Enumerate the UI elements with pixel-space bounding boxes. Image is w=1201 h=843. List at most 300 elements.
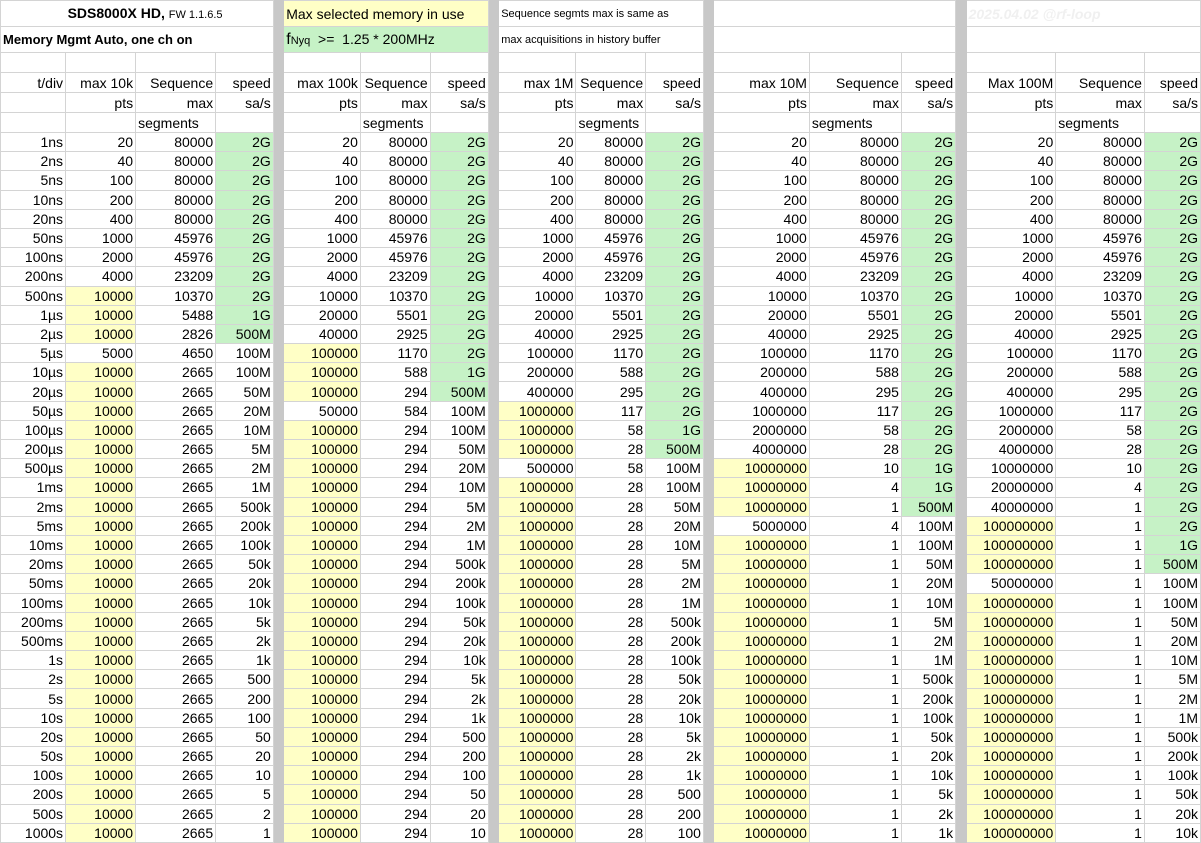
seq-cell-10m[interactable]: 45976: [809, 248, 901, 267]
speed-cell-10k[interactable]: 100: [216, 708, 274, 727]
seq-cell-10k[interactable]: 80000: [136, 133, 216, 152]
speed-cell-1m[interactable]: 5k: [646, 727, 704, 746]
speed-cell-10k[interactable]: 200k: [216, 516, 274, 535]
speed-cell-100m[interactable]: 2G: [1144, 459, 1200, 478]
pts-cell-100k[interactable]: 100000: [284, 440, 361, 459]
pts-cell-100k[interactable]: 100000: [284, 631, 361, 650]
pts-cell-100k[interactable]: 1000: [284, 228, 361, 247]
seq-cell-1m[interactable]: 80000: [576, 209, 646, 228]
seq-cell-10m[interactable]: 80000: [809, 190, 901, 209]
tdiv-cell[interactable]: 200µs: [1, 440, 66, 459]
speed-cell-100k[interactable]: 2G: [430, 248, 488, 267]
speed-cell-1m[interactable]: 1k: [646, 766, 704, 785]
pts-cell-100k[interactable]: 400: [284, 209, 361, 228]
pts-cell-100k[interactable]: 100000: [284, 766, 361, 785]
pts-header-1m[interactable]: max 1M: [499, 73, 576, 93]
seq-cell-1m[interactable]: 80000: [576, 190, 646, 209]
seq-cell-100m[interactable]: 45976: [1056, 248, 1145, 267]
seq-cell-100k[interactable]: 45976: [360, 228, 430, 247]
speed-cell-1m[interactable]: 2G: [646, 305, 704, 324]
seq-cell-100k[interactable]: 294: [360, 593, 430, 612]
speed-cell-100m[interactable]: 2G: [1144, 248, 1200, 267]
seq-cell-10k[interactable]: 2665: [136, 497, 216, 516]
pts-cell-100k[interactable]: 20: [284, 133, 361, 152]
speed-cell-10m[interactable]: 2k: [901, 804, 955, 823]
seq-cell-10k[interactable]: 5488: [136, 305, 216, 324]
speed-cell-100m[interactable]: 2G: [1144, 171, 1200, 190]
seq-cell-10k[interactable]: 2665: [136, 651, 216, 670]
seq-cell-1m[interactable]: 588: [576, 363, 646, 382]
pts-cell-10m[interactable]: 200: [714, 190, 809, 209]
speed-cell-100k[interactable]: 2G: [430, 344, 488, 363]
speed-cell-100m[interactable]: 100M: [1144, 574, 1200, 593]
pts-cell-100m[interactable]: 100000000: [966, 708, 1056, 727]
speed-cell-10m[interactable]: 100M: [901, 516, 955, 535]
seq-cell-100m[interactable]: 1: [1056, 612, 1145, 631]
speed-cell-10k[interactable]: 1M: [216, 478, 274, 497]
tdiv-cell[interactable]: 50ms: [1, 574, 66, 593]
seq-cell-100k[interactable]: 2925: [360, 324, 430, 343]
speed-cell-10m[interactable]: 500M: [901, 497, 955, 516]
pts-cell-1m[interactable]: 500000: [499, 459, 576, 478]
seq-cell-10k[interactable]: 2665: [136, 689, 216, 708]
tdiv-cell[interactable]: 500ns: [1, 286, 66, 305]
pts-cell-10k[interactable]: 400: [66, 209, 136, 228]
pts-cell-10k[interactable]: 10000: [66, 766, 136, 785]
speed-cell-100k[interactable]: 2G: [430, 324, 488, 343]
speed-cell-1m[interactable]: 200: [646, 804, 704, 823]
seq-cell-1m[interactable]: 80000: [576, 133, 646, 152]
seq-cell-100m[interactable]: 1: [1056, 651, 1145, 670]
speed-cell-100m[interactable]: 2G: [1144, 190, 1200, 209]
pts-cell-100k[interactable]: 2000: [284, 248, 361, 267]
speed-cell-1m[interactable]: 2G: [646, 382, 704, 401]
seq-cell-100k[interactable]: 294: [360, 689, 430, 708]
seq-cell-10m[interactable]: 45976: [809, 228, 901, 247]
seq-cell-100k[interactable]: 294: [360, 497, 430, 516]
speed-cell-100k[interactable]: 2G: [430, 305, 488, 324]
pts-cell-1m[interactable]: 40: [499, 152, 576, 171]
pts-cell-10m[interactable]: 10000000: [714, 593, 809, 612]
pts-cell-10m[interactable]: 10000000: [714, 670, 809, 689]
speed-cell-100k[interactable]: 2G: [430, 228, 488, 247]
seq-cell-10m[interactable]: 117: [809, 401, 901, 420]
pts-cell-10k[interactable]: 10000: [66, 804, 136, 823]
pts-cell-100m[interactable]: 100000000: [966, 651, 1056, 670]
seq-cell-10k[interactable]: 2665: [136, 363, 216, 382]
seq-header-10m[interactable]: Sequence: [809, 73, 901, 93]
pts-cell-10m[interactable]: 10000000: [714, 766, 809, 785]
speed-cell-1m[interactable]: 5M: [646, 555, 704, 574]
speed-cell-100m[interactable]: 100k: [1144, 766, 1200, 785]
pts-cell-100m[interactable]: 100: [966, 171, 1056, 190]
pts-cell-10k[interactable]: 100: [66, 171, 136, 190]
pts-cell-100k[interactable]: 100000: [284, 804, 361, 823]
speed-cell-100k[interactable]: 200: [430, 747, 488, 766]
seq-cell-100k[interactable]: 45976: [360, 248, 430, 267]
pts-cell-100k[interactable]: 100000: [284, 670, 361, 689]
pts-cell-1m[interactable]: 400000: [499, 382, 576, 401]
pts-cell-10m[interactable]: 10000000: [714, 631, 809, 650]
speed-cell-10m[interactable]: 2G: [901, 133, 955, 152]
seq-cell-10k[interactable]: 2665: [136, 478, 216, 497]
tdiv-cell[interactable]: 10ns: [1, 190, 66, 209]
pts-cell-10m[interactable]: 10000000: [714, 535, 809, 554]
pts-cell-100m[interactable]: 4000000: [966, 440, 1056, 459]
seq-cell-100k[interactable]: 294: [360, 670, 430, 689]
speed-cell-10k[interactable]: 100M: [216, 344, 274, 363]
tdiv-cell[interactable]: 5µs: [1, 344, 66, 363]
speed-cell-1m[interactable]: 2G: [646, 324, 704, 343]
seq-cell-10m[interactable]: 58: [809, 420, 901, 439]
seq-cell-100m[interactable]: 1: [1056, 497, 1145, 516]
speed-cell-10k[interactable]: 20M: [216, 401, 274, 420]
tdiv-header[interactable]: t/div: [1, 73, 66, 93]
seq-cell-1m[interactable]: 80000: [576, 152, 646, 171]
pts-cell-1m[interactable]: 200000: [499, 363, 576, 382]
seq-cell-10k[interactable]: 2665: [136, 823, 216, 842]
speed-cell-100k[interactable]: 10M: [430, 478, 488, 497]
pts-cell-100m[interactable]: 100000: [966, 344, 1056, 363]
seq-cell-10k[interactable]: 2665: [136, 459, 216, 478]
pts-cell-100k[interactable]: 4000: [284, 267, 361, 286]
seq-cell-10m[interactable]: 80000: [809, 133, 901, 152]
seq-cell-100m[interactable]: 1: [1056, 766, 1145, 785]
speed-cell-100k[interactable]: 10: [430, 823, 488, 842]
pts-cell-10k[interactable]: 10000: [66, 785, 136, 804]
speed-cell-10m[interactable]: 1k: [901, 823, 955, 842]
seq-cell-10k[interactable]: 80000: [136, 209, 216, 228]
tdiv-cell[interactable]: 50s: [1, 747, 66, 766]
speed-cell-10k[interactable]: 2G: [216, 171, 274, 190]
speed-cell-1m[interactable]: 200k: [646, 631, 704, 650]
pts-cell-100k[interactable]: 100000: [284, 459, 361, 478]
speed-cell-1m[interactable]: 10M: [646, 535, 704, 554]
speed-cell-100m[interactable]: 2G: [1144, 209, 1200, 228]
pts-cell-1m[interactable]: 1000000: [499, 689, 576, 708]
tdiv-cell[interactable]: 2s: [1, 670, 66, 689]
pts-cell-10m[interactable]: 400000: [714, 382, 809, 401]
pts-cell-100k[interactable]: 100000: [284, 555, 361, 574]
tdiv-cell[interactable]: 50ns: [1, 228, 66, 247]
speed-cell-10k[interactable]: 500: [216, 670, 274, 689]
seq-cell-10k[interactable]: 2665: [136, 574, 216, 593]
pts-cell-10m[interactable]: 10000000: [714, 555, 809, 574]
pts-cell-100k[interactable]: 100000: [284, 382, 361, 401]
pts-cell-10m[interactable]: 10000000: [714, 727, 809, 746]
seq-cell-10k[interactable]: 2665: [136, 382, 216, 401]
pts-cell-100m[interactable]: 400: [966, 209, 1056, 228]
seq-cell-10k[interactable]: 45976: [136, 228, 216, 247]
pts-cell-10m[interactable]: 2000: [714, 248, 809, 267]
pts-cell-1m[interactable]: 1000000: [499, 420, 576, 439]
seq-cell-1m[interactable]: 28: [576, 785, 646, 804]
seq-cell-10m[interactable]: 1: [809, 689, 901, 708]
seq-cell-10m[interactable]: 1: [809, 766, 901, 785]
pts-cell-100m[interactable]: 2000000: [966, 420, 1056, 439]
pts-cell-100k[interactable]: 100000: [284, 785, 361, 804]
pts-cell-100m[interactable]: 100000000: [966, 555, 1056, 574]
pts-cell-10m[interactable]: 10000000: [714, 708, 809, 727]
speed-cell-100m[interactable]: 500k: [1144, 727, 1200, 746]
seq-cell-10m[interactable]: 1: [809, 593, 901, 612]
pts-cell-10k[interactable]: 10000: [66, 497, 136, 516]
seq-cell-100k[interactable]: 294: [360, 478, 430, 497]
seq-cell-100k[interactable]: 294: [360, 804, 430, 823]
pts-cell-1m[interactable]: 1000000: [499, 631, 576, 650]
speed-cell-10k[interactable]: 10M: [216, 420, 274, 439]
pts-cell-10m[interactable]: 10000000: [714, 459, 809, 478]
speed-cell-10m[interactable]: 200k: [901, 689, 955, 708]
seq-cell-100m[interactable]: 588: [1056, 363, 1145, 382]
speed-cell-10m[interactable]: 2G: [901, 267, 955, 286]
seq-cell-10m[interactable]: 1: [809, 823, 901, 842]
tdiv-cell[interactable]: 1µs: [1, 305, 66, 324]
speed-cell-1m[interactable]: 100: [646, 823, 704, 842]
pts-cell-1m[interactable]: 1000000: [499, 440, 576, 459]
pts-cell-100m[interactable]: 50000000: [966, 574, 1056, 593]
speed-cell-10k[interactable]: 500k: [216, 497, 274, 516]
seq-cell-100m[interactable]: 1: [1056, 631, 1145, 650]
tdiv-cell[interactable]: 1ms: [1, 478, 66, 497]
seq-cell-100m[interactable]: 10: [1056, 459, 1145, 478]
speed-cell-10k[interactable]: 100k: [216, 535, 274, 554]
seq-cell-100k[interactable]: 294: [360, 785, 430, 804]
speed-cell-10k[interactable]: 20: [216, 747, 274, 766]
pts-cell-10m[interactable]: 4000000: [714, 440, 809, 459]
pts-cell-10k[interactable]: 10000: [66, 401, 136, 420]
seq-cell-10m[interactable]: 2925: [809, 324, 901, 343]
speed-cell-1m[interactable]: 100M: [646, 478, 704, 497]
pts-cell-100m[interactable]: 40000000: [966, 497, 1056, 516]
seq-cell-100k[interactable]: 5501: [360, 305, 430, 324]
pts-cell-100k[interactable]: 100000: [284, 651, 361, 670]
speed-cell-100k[interactable]: 2G: [430, 267, 488, 286]
pts-cell-10k[interactable]: 10000: [66, 286, 136, 305]
pts-cell-10m[interactable]: 1000000: [714, 401, 809, 420]
pts-cell-1m[interactable]: 1000000: [499, 670, 576, 689]
speed-cell-100m[interactable]: 2G: [1144, 440, 1200, 459]
seq-cell-10m[interactable]: 1: [809, 651, 901, 670]
seq-cell-10m[interactable]: 1: [809, 708, 901, 727]
tdiv-cell[interactable]: 500s: [1, 804, 66, 823]
pts-cell-100m[interactable]: 100000000: [966, 785, 1056, 804]
pts-cell-1m[interactable]: 1000000: [499, 804, 576, 823]
seq-cell-100m[interactable]: 1: [1056, 823, 1145, 842]
tdiv-cell[interactable]: 200ns: [1, 267, 66, 286]
pts-cell-100m[interactable]: 40: [966, 152, 1056, 171]
speed-header-10m[interactable]: speed: [901, 73, 955, 93]
seq-cell-100m[interactable]: 10370: [1056, 286, 1145, 305]
speed-cell-10k[interactable]: 50: [216, 727, 274, 746]
speed-cell-1m[interactable]: 1G: [646, 420, 704, 439]
pts-cell-1m[interactable]: 1000000: [499, 747, 576, 766]
speed-cell-1m[interactable]: 50k: [646, 670, 704, 689]
seq-cell-100m[interactable]: 58: [1056, 420, 1145, 439]
speed-cell-100m[interactable]: 2G: [1144, 382, 1200, 401]
speed-cell-100k[interactable]: 10k: [430, 651, 488, 670]
speed-cell-1m[interactable]: 1M: [646, 593, 704, 612]
speed-cell-1m[interactable]: 20M: [646, 516, 704, 535]
speed-cell-1m[interactable]: 2G: [646, 267, 704, 286]
pts-cell-10k[interactable]: 10000: [66, 708, 136, 727]
seq-cell-100k[interactable]: 80000: [360, 171, 430, 190]
seq-cell-10k[interactable]: 2665: [136, 516, 216, 535]
seq-cell-1m[interactable]: 28: [576, 516, 646, 535]
speed-cell-100m[interactable]: 2G: [1144, 133, 1200, 152]
pts-cell-100k[interactable]: 100000: [284, 689, 361, 708]
speed-cell-100m[interactable]: 1G: [1144, 535, 1200, 554]
seq-cell-10k[interactable]: 80000: [136, 171, 216, 190]
pts-cell-1m[interactable]: 100: [499, 171, 576, 190]
pts-cell-100m[interactable]: 400000: [966, 382, 1056, 401]
speed-cell-10m[interactable]: 50M: [901, 555, 955, 574]
speed-cell-10k[interactable]: 50M: [216, 382, 274, 401]
speed-cell-10k[interactable]: 100M: [216, 363, 274, 382]
speed-cell-100k[interactable]: 1k: [430, 708, 488, 727]
seq-cell-1m[interactable]: 28: [576, 727, 646, 746]
speed-cell-100k[interactable]: 100M: [430, 401, 488, 420]
tdiv-cell[interactable]: 100µs: [1, 420, 66, 439]
seq-cell-1m[interactable]: 80000: [576, 171, 646, 190]
tdiv-cell[interactable]: 2µs: [1, 324, 66, 343]
seq-cell-100m[interactable]: 1: [1056, 804, 1145, 823]
seq-cell-10k[interactable]: 23209: [136, 267, 216, 286]
speed-cell-100k[interactable]: 2G: [430, 133, 488, 152]
pts-cell-100m[interactable]: 200: [966, 190, 1056, 209]
pts-cell-100k[interactable]: 100000: [284, 727, 361, 746]
speed-cell-1m[interactable]: 20k: [646, 689, 704, 708]
seq-cell-10k[interactable]: 2665: [136, 612, 216, 631]
seq-cell-1m[interactable]: 23209: [576, 267, 646, 286]
speed-cell-10m[interactable]: 2G: [901, 401, 955, 420]
pts-cell-100m[interactable]: 100000000: [966, 593, 1056, 612]
pts-cell-100k[interactable]: 40: [284, 152, 361, 171]
seq-cell-10k[interactable]: 2665: [136, 670, 216, 689]
tdiv-cell[interactable]: 5s: [1, 689, 66, 708]
speed-cell-10k[interactable]: 50k: [216, 555, 274, 574]
speed-cell-10k[interactable]: 10k: [216, 593, 274, 612]
pts-cell-10k[interactable]: 200: [66, 190, 136, 209]
seq-header-10k[interactable]: Sequence: [136, 73, 216, 93]
speed-cell-10m[interactable]: 2G: [901, 209, 955, 228]
pts-cell-1m[interactable]: 1000000: [499, 708, 576, 727]
speed-cell-1m[interactable]: 2G: [646, 171, 704, 190]
pts-cell-1m[interactable]: 400: [499, 209, 576, 228]
seq-cell-100m[interactable]: 117: [1056, 401, 1145, 420]
tdiv-cell[interactable]: 500ms: [1, 631, 66, 650]
pts-cell-100m[interactable]: 100000000: [966, 689, 1056, 708]
seq-cell-10m[interactable]: 1: [809, 612, 901, 631]
speed-header-100m[interactable]: speed: [1144, 73, 1200, 93]
memory-mode-cell[interactable]: Memory Mgmt Auto, one ch on: [1, 27, 274, 53]
speed-cell-100k[interactable]: 200k: [430, 574, 488, 593]
seq-cell-100m[interactable]: 80000: [1056, 133, 1145, 152]
speed-cell-10m[interactable]: 1G: [901, 478, 955, 497]
pts-cell-10k[interactable]: 10000: [66, 631, 136, 650]
speed-cell-10m[interactable]: 2G: [901, 152, 955, 171]
seq-cell-100k[interactable]: 294: [360, 535, 430, 554]
pts-cell-100m[interactable]: 10000000: [966, 459, 1056, 478]
speed-cell-10k[interactable]: 5: [216, 785, 274, 804]
seq-cell-100m[interactable]: 80000: [1056, 209, 1145, 228]
pts-cell-10k[interactable]: 2000: [66, 248, 136, 267]
speed-header-1m[interactable]: speed: [646, 73, 704, 93]
speed-cell-100k[interactable]: 2G: [430, 171, 488, 190]
pts-cell-100k[interactable]: 10000: [284, 286, 361, 305]
seq-cell-100m[interactable]: 1: [1056, 555, 1145, 574]
pts-cell-100m[interactable]: 1000000: [966, 401, 1056, 420]
speed-cell-10k[interactable]: 2M: [216, 459, 274, 478]
pts-cell-100m[interactable]: 20: [966, 133, 1056, 152]
pts-cell-100m[interactable]: 10000: [966, 286, 1056, 305]
pts-cell-10m[interactable]: 10000000: [714, 785, 809, 804]
seq-cell-10k[interactable]: 10370: [136, 286, 216, 305]
speed-cell-10m[interactable]: 2M: [901, 631, 955, 650]
speed-cell-100m[interactable]: 100M: [1144, 593, 1200, 612]
speed-cell-100k[interactable]: 1G: [430, 363, 488, 382]
seq-cell-100k[interactable]: 10370: [360, 286, 430, 305]
seq-cell-10m[interactable]: 4: [809, 516, 901, 535]
seq-cell-10m[interactable]: 5501: [809, 305, 901, 324]
speed-cell-10k[interactable]: 5M: [216, 440, 274, 459]
pts-cell-1m[interactable]: 1000000: [499, 497, 576, 516]
pts-cell-1m[interactable]: 1000000: [499, 478, 576, 497]
seq-cell-100k[interactable]: 584: [360, 401, 430, 420]
speed-cell-100k[interactable]: 20M: [430, 459, 488, 478]
seq-cell-1m[interactable]: 58: [576, 420, 646, 439]
pts-cell-1m[interactable]: 20000: [499, 305, 576, 324]
seq-cell-1m[interactable]: 28: [576, 574, 646, 593]
speed-cell-100m[interactable]: 2G: [1144, 401, 1200, 420]
speed-cell-10k[interactable]: 1k: [216, 651, 274, 670]
seq-cell-100m[interactable]: 1: [1056, 708, 1145, 727]
speed-cell-100m[interactable]: 20M: [1144, 631, 1200, 650]
speed-cell-100k[interactable]: 100M: [430, 420, 488, 439]
pts-cell-100k[interactable]: 40000: [284, 324, 361, 343]
seq-cell-10m[interactable]: 80000: [809, 171, 901, 190]
speed-cell-10m[interactable]: 2G: [901, 248, 955, 267]
seq-cell-100k[interactable]: 294: [360, 459, 430, 478]
pts-header-10k[interactable]: max 10k: [66, 73, 136, 93]
speed-cell-10m[interactable]: 50k: [901, 727, 955, 746]
speed-cell-1m[interactable]: 2G: [646, 248, 704, 267]
pts-cell-10m[interactable]: 400: [714, 209, 809, 228]
seq-cell-1m[interactable]: 28: [576, 651, 646, 670]
seq-cell-1m[interactable]: 117: [576, 401, 646, 420]
pts-cell-10k[interactable]: 10000: [66, 535, 136, 554]
seq-cell-10k[interactable]: 2665: [136, 593, 216, 612]
speed-cell-100m[interactable]: 50M: [1144, 612, 1200, 631]
seq-cell-100m[interactable]: 1: [1056, 727, 1145, 746]
speed-cell-100m[interactable]: 2G: [1144, 363, 1200, 382]
speed-cell-100k[interactable]: 1M: [430, 535, 488, 554]
pts-cell-10m[interactable]: 100000: [714, 344, 809, 363]
seq-cell-10m[interactable]: 4: [809, 478, 901, 497]
speed-cell-10k[interactable]: 1G: [216, 305, 274, 324]
pts-cell-100k[interactable]: 100000: [284, 612, 361, 631]
speed-cell-100m[interactable]: 2G: [1144, 478, 1200, 497]
pts-cell-100k[interactable]: 100000: [284, 823, 361, 842]
seq-cell-10m[interactable]: 1: [809, 747, 901, 766]
speed-cell-10m[interactable]: 2G: [901, 190, 955, 209]
pts-cell-10m[interactable]: 10000000: [714, 823, 809, 842]
pts-cell-10k[interactable]: 4000: [66, 267, 136, 286]
seq-cell-100m[interactable]: 1: [1056, 670, 1145, 689]
seq-cell-100m[interactable]: 5501: [1056, 305, 1145, 324]
speed-cell-100m[interactable]: 2G: [1144, 497, 1200, 516]
title-cell[interactable]: [1, 1, 66, 27]
